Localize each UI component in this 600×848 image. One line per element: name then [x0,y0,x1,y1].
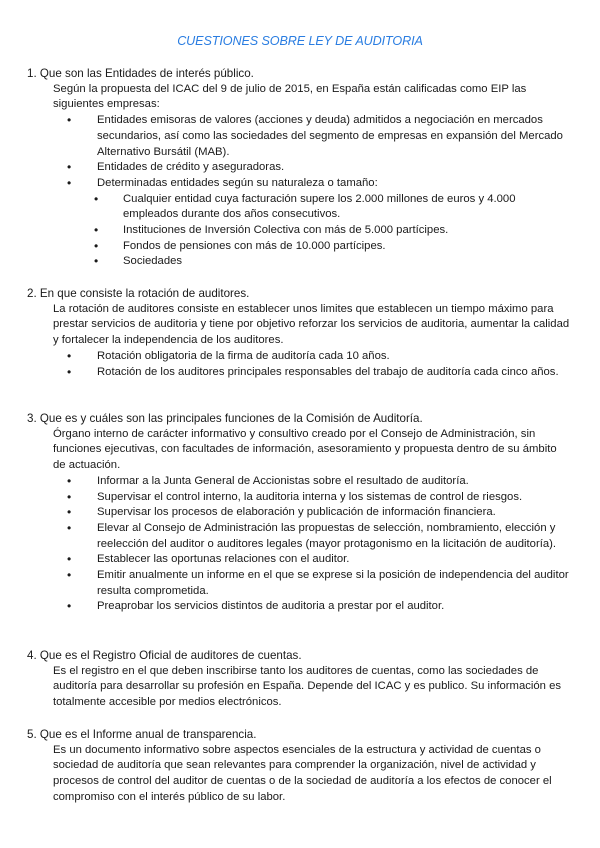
section-paragraph: Según la propuesta del ICAC del 9 de julio de 2015, en España están calificadas como EIP las siguientes empresas: [53,82,527,111]
section-heading: 5. Que es el Informe anual de transparencia. [27,728,257,741]
bullet-icon: • [67,364,72,379]
bullet-icon: • [67,599,72,614]
bullet-icon: • [94,254,99,269]
bullet-icon: • [94,223,99,238]
sub-list-item: • Cualquier entidad cuya facturación supere los 2.000 millones de euros y 4.000 empleados durante dos años consecutivos. [94,191,516,221]
section-heading: 1. Que son las Entidades de interés público. [27,67,254,80]
bullet-icon: • [67,175,72,190]
section-5 [27,727,572,806]
bullet-icon: • [67,113,72,128]
bullet-list [27,113,572,270]
sub-bullet-list [27,192,572,271]
sub-list-item: • Sociedades [94,254,183,269]
section-2 [27,286,572,380]
section-4 [27,648,572,711]
bullet-icon: • [94,191,99,206]
section-paragraph: Es un documento informativo sobre aspectos esenciales de la estructura y actividad de cuentas o sociedad de auditoría que sean relevantes para comprender la organización, nivel de actividad y procesos de control del auditor de cuentas o de la sociedad de auditoría a los efectos de conocer el compromiso con el interés público de su labor. [53,743,552,803]
section-1 [27,66,572,270]
section-paragraph: La rotación de auditores consiste en establecer unos limites que establecen un tiempo máximo para prestar servicios de auditoria y tiene por objetivo reforzar los servicios de auditoria, aumentar la calidad y fortalecer la independencia de los auditores. [53,302,570,347]
section-heading: 4. Que es el Registro Oficial de auditores de cuentas. [27,649,302,662]
section-3 [27,411,572,615]
list-item: • Preaprobar los servicios distintos de auditoria a prestar por el auditor. [67,599,445,614]
bullet-icon: • [67,160,72,175]
list-item: • Rotación de los auditores principales responsables del trabajo de auditoría cada cinco años. [67,364,559,379]
section-heading: 3. Que es y cuáles son las principales funciones de la Comisión de Auditoría. [27,412,423,425]
list-item: • Elevar al Consejo de Administración las propuestas de selección, nombramiento, elección y reelección del auditor o auditores legales (mayor protagonismo en la licitación de auditoría). [67,520,557,550]
bullet-icon: • [67,473,72,488]
sub-list-item: • Fondos de pensiones con más de 10.000 partícipes. [94,238,386,253]
section-paragraph: Es el registro en el que deben inscribirse tanto los auditores de cuentas, como las sociedades de auditoría para desarrollar su profesión en España. Depende del ICAC y es publico. Su información es totalmente accesible por medios electrónicos. [53,664,562,709]
section-paragraph: Órgano interno de carácter informativo y consultivo creado por el Consejo de Administración, sin funciones ejecutivas, con facultades de información, asesoramiento y propuesta dentro de su ámbito de actuación. [53,427,557,472]
list-item: • Establecer las oportunas relaciones con el auditor. [67,552,350,567]
list-item: • Entidades emisoras de valores (acciones y deuda) admitidos a negociación en mercados secundarios, así como las sociedades del segmento de empresas en expansión del Mercado Alternativo Bursátil (MAB). [67,113,563,158]
bullet-icon: • [67,348,72,363]
list-item: • Entidades de crédito y aseguradoras. [67,160,285,175]
list-item: • Emitir anualmente un informe en el que se exprese si la posición de independencia del auditor resulta comprometida. [67,568,569,597]
bullet-icon: • [67,552,72,567]
bullet-icon: • [94,238,99,253]
bullet-list [27,474,572,615]
document-title: CUESTIONES SOBRE LEY DE AUDITORIA [177,34,423,48]
list-item: • Supervisar el control interno, la auditoria interna y los sistemas de control de riesgos. [67,489,523,504]
sub-list-item: • Instituciones de Inversión Colectiva con más de 5.000 partícipes. [94,223,449,238]
bullet-icon: • [67,505,72,520]
bullet-icon: • [67,568,72,583]
list-item: • Determinadas entidades según su naturaleza o tamaño: • Cualquier entidad cuya facturación supere los 2.000 millones de euros y 4.000 empleados durante dos años consecutivos. • Instituciones de Inversión Colectiva con más de 5.000 partícipes. • Fondos de pensiones con más de 10.000 partícipes. • Sociedades [27,176,572,270]
bullet-list [27,349,572,380]
list-item: • Supervisar los procesos de elaboración y publicación de información financiera. [67,505,496,520]
bullet-icon: • [67,489,72,504]
list-item: • Rotación obligatoria de la firma de auditoría cada 10 años. [67,348,390,363]
list-item: • Informar a la Junta General de Accionistas sobre el resultado de auditoría. [67,473,469,488]
bullet-icon: • [67,520,72,535]
section-heading: 2. En que consiste la rotación de auditores. [27,287,250,300]
